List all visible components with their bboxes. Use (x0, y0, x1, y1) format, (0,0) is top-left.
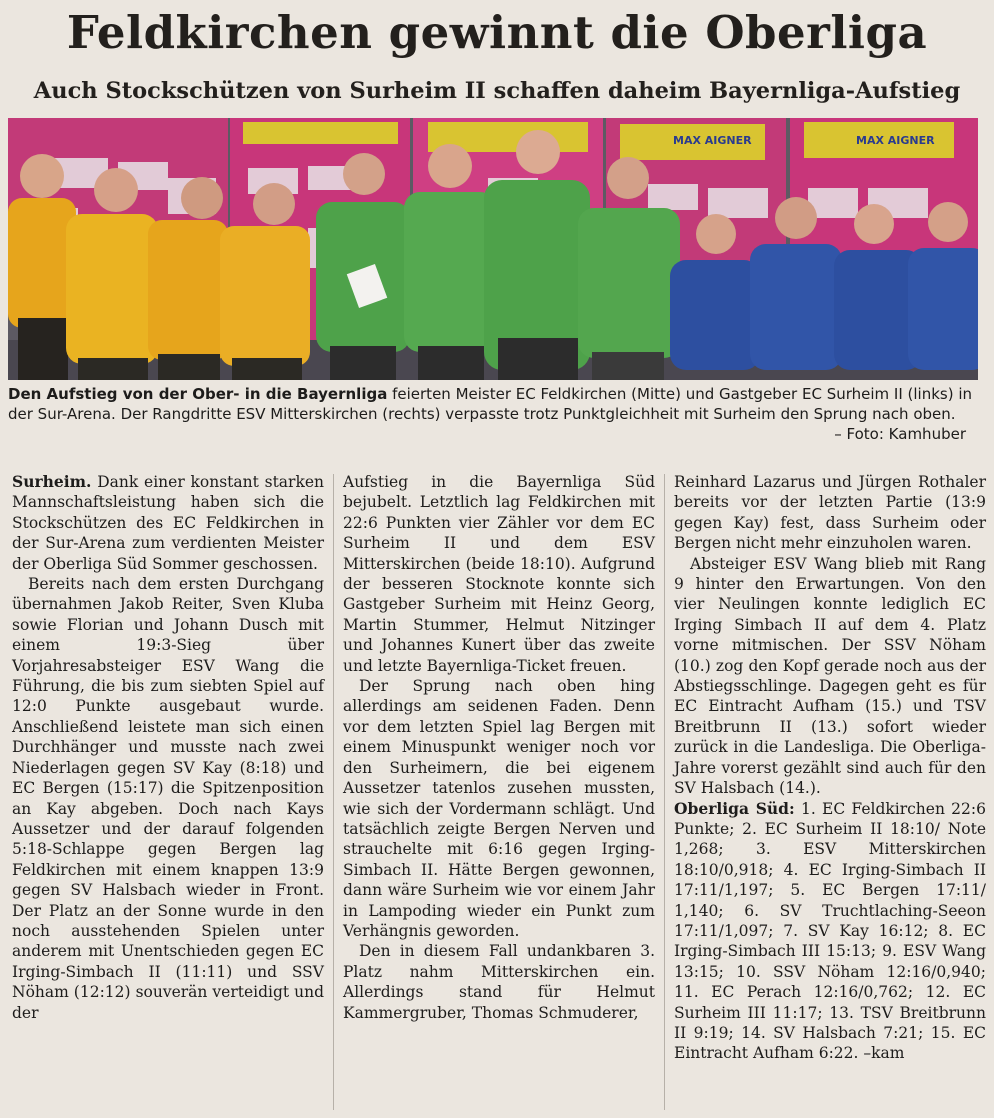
standings-table (674, 799, 986, 1064)
article-column-3 (674, 472, 986, 1064)
caption-lead: Den Aufstieg von der Ober- in die Bayernliga (8, 385, 388, 403)
article-column-1 (12, 472, 324, 1023)
article-paragraph (12, 472, 324, 574)
headline: Feldkirchen gewinnt die Oberliga (66, 6, 928, 59)
article-paragraph: Der Sprung nach oben hing allerdings am seidenen Faden. Denn vor dem letzten Spiel lag Bergen mit einem Minuspunkt weniger noch vor den Surheimern, die bei eigenem Aussetzer tatenlos zusehen mussten, wie sich der Vordermann schlägt. Und tatsächlich zeigte Bergen Nerven und strauchelte mit 6:16 gegen Irging-Simbach II. Hätte Bergen gewonnen, dann wäre Surheim wie vor einem Jahr in Lampoding wieder ein Punkt zum Verhängnis geworden. (343, 677, 655, 940)
banner-text-2: MAX AIGNER (856, 134, 935, 147)
article-paragraph: Aufstieg in die Bayernliga Süd bejubelt. Letztlich lag Feldkirchen mit 22:6 Punkten vier Zähler vor dem EC Surheim II und dem ESV Mitterskirchen (beide 18:10). Aufgrund der besseren Stocknote konnte sich Gastgeber Surheim mit Heinz Georg, Martin Stummer, Helmut Nitzinger und Johannes Kunert über das zweite und letzte Bayernliga-Ticket freuen. (343, 473, 655, 675)
photo-credit: – Foto: Kamhuber (834, 425, 966, 443)
article-paragraph: Den in diesem Fall undankbaren 3. Platz nahm Mitterskirchen ein. Allerdings stand für Helmut Kammergruber, Thomas Schmuderer, (343, 942, 655, 1022)
standings-label: Oberliga Süd: (674, 798, 795, 818)
article-paragraph: Absteiger ESV Wang blieb mit Rang 9 hinter den Erwartungen. Von den vier Neulingen konnte lediglich EC Irging Simbach II auf dem 4. Platz vorne mitmischen. Der SSV Nöham (10.) zog den Kopf gerade noch aus der Abstiegsschlinge. Dagegen geht es für EC Eintracht Aufham (15.) und TSV Breitbrunn II (13.) sofort wieder zurück in die Landesliga. Die Oberliga-Jahre vorerst gezählt sind auch für den SV Halsbach (14.). (674, 554, 986, 798)
team-photo-illustration (8, 118, 978, 380)
paragraph-text: Dank einer konstant starken Mannschaftsleistung haben sich die Stockschützen des EC Feldkirchen in der Sur-Arena zum verdienten Meister der Oberliga Süd Sommer geschossen. (12, 473, 324, 573)
article-column-2 (343, 472, 655, 1023)
standings-text: 1. EC Feldkirchen 22:6 Punkte; 2. EC Surheim II 18:10/ Note 1,268; 3. ESV Mitterskirchen 18:10/0,918; 4. EC Irging-Simbach II 17:11/1,197; 5. EC Bergen 17:11/ 1,140; 6. SV Truchtlaching-Seeon 17:11/1,097; 7. SV Kay 16:12; 8. EC Irging-Simbach III 15:13; 9. ESV Wang 13:15; 10. SSV Nöham 12:16/0,940; 11. EC Perach 12:16/0,762; 12. EC Surheim III 11:17; 13. TSV Breitbrunn II 9:19; 14. SV Halsbach 7:21; 15. EC Eintracht Aufham 6:22. –kam (674, 799, 986, 1063)
subheadline: Auch Stockschützen von Surheim II schaffen daheim Bayernliga-Aufstieg (33, 78, 961, 104)
caption-text: feierten Meister EC Feldkirchen (Mitte) und Gastgeber EC Surheim II (links) in der Sur-Arena. Der Rangdritte ESV Mitterskirchen (rechts) verpasste trotz Punktgleichheit mit Surheim den Sprung nach oben. (8, 385, 973, 423)
team-photo (8, 118, 978, 380)
column-rule (664, 474, 665, 1110)
photo-caption (8, 384, 980, 444)
article-paragraph: Bereits nach dem ersten Durchgang übernahmen Jakob Reiter, Sven Kluba sowie Florian und Johann Dusch mit einem 19:3-Sieg über Vorjahresabsteiger ESV Wang die Führung, die bis zum siebten Spiel auf 12:0 Punkte ausgebaut wurde. Anschließend leistete man sich einen Durchhänger und musste nach zwei Niederlagen gegen SV Kay (8:18) und EC Bergen (15:17) die Spitzenposition an Kay abgeben. Doch nach Kays Aussetzer und der darauf folgenden 5:18-Schlappe gegen Bergen lag Feldkirchen mit einem knappen 13:9 gegen SV Halsbach wieder in Front. Der Platz an der Sonne wurde in den noch ausstehenden Spielen unter anderem mit Unentschieden gegen EC Irging-Simbach II (11:11) und SSV Nöham (12:12) souverän verteidigt und der (12, 575, 324, 1022)
article-paragraph: Reinhard Lazarus und Jürgen Rothaler bereits vor der letzten Partie (13:9 gegen Kay) fest, dass Surheim oder Bergen nicht mehr einzuholen waren. (674, 473, 986, 553)
column-rule (333, 474, 334, 1110)
dateline: Surheim. (12, 472, 92, 491)
banner-text-1: MAX AIGNER (673, 134, 752, 147)
